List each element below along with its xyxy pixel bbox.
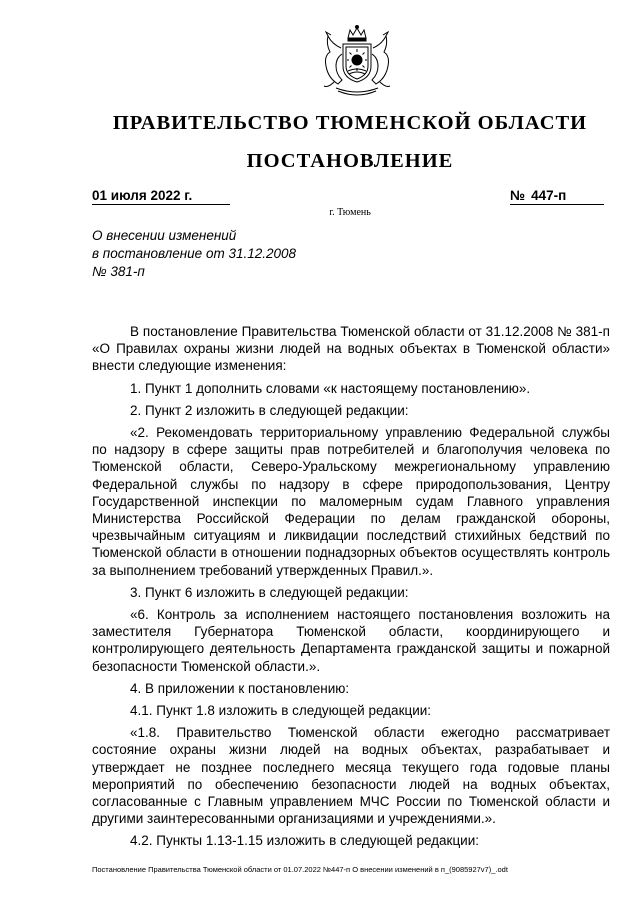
- body-paragraph: «1.8. Правительство Тюменской области ежегодно рассматривает состояние охраны жизни людей на водных объектах, разрабатывает и утверждает не позднее последнего месяца текущего года годовые планы мероприятий по обеспечению безопасности людей на водных объектах, согласованные с Главным управлением МЧС России по Тюменской области и другими заинтересованными организациями и учреждениями.».: [92, 725, 610, 827]
- body-paragraph: 3. Пункт 6 изложить в следующей редакции:: [130, 584, 409, 600]
- body-paragraph: 4.2. Пункты 1.13-1.15 изложить в следующей редакции:: [130, 833, 480, 849]
- body-paragraph: 1. Пункт 1 дополнить словами «к настоящему постановлению».: [130, 380, 531, 396]
- document-type: ПОСТАНОВЛЕНИЕ: [246, 150, 454, 172]
- subject-line: № 381-п: [92, 264, 145, 279]
- number-value: 447-п: [531, 188, 567, 203]
- coat-of-arms-icon: [312, 22, 402, 102]
- body-paragraph: 4.1. Пункт 1.8 изложить в следующей редакции:: [130, 703, 432, 719]
- subject-line: в постановление от 31.12.2008: [92, 246, 297, 261]
- body-paragraph: «6. Контроль за исполнением настоящего постановления возложить на заместителя Губернатора Тюменской области, координирующего и контролирующего деятельность Департамента гражданской защиты и пожарной безопасности Тюменской области.».: [92, 607, 610, 674]
- subject-line: О внесении изменений: [92, 228, 237, 243]
- document-date: 01 июля 2022 г.: [92, 188, 230, 205]
- city-label: г. Тюмень: [329, 207, 371, 218]
- body-paragraph: «2. Рекомендовать территориальному управлению Федеральной службы по надзору в сфере защиты прав потребителей и благополучия человека по Тюменской области, Северо-Уральскому межрегиональному управлению Федеральной службы по надзору в сфере природопользования, Центру Государственной инспекции по маломерным судам Главного управления Министерства Российской Федерации по делам гражданской обороны, чрезвычайным ситуациям и ликвидации последствий стихийных бедствий по Тюменской области в отношении поднадзорных объектов осуществлять контроль за выполнением требований утвержденных Правил.».: [92, 425, 610, 578]
- page-footer: Постановление Правительства Тюменской области от 01.07.2022 №447-п О внесении изменений в п_(9085927v7)_.odt: [92, 865, 508, 874]
- document-number: [510, 188, 604, 205]
- body-paragraph: В постановление Правительства Тюменской области от 31.12.2008 № 381-п «О Правилах охраны жизни людей на водных объектах в Тюменской области» внести следующие изменения:: [92, 324, 610, 374]
- organization-title: ПРАВИТЕЛЬСТВО ТЮМЕНСКОЙ ОБЛАСТИ: [112, 112, 588, 134]
- number-sign: №: [510, 188, 526, 203]
- document-body: [92, 323, 610, 855]
- body-paragraph: 2. Пункт 2 изложить в следующей редакции:: [130, 402, 409, 418]
- document-subject: [92, 227, 352, 281]
- body-paragraph: 4. В приложении к постановлению:: [130, 680, 350, 696]
